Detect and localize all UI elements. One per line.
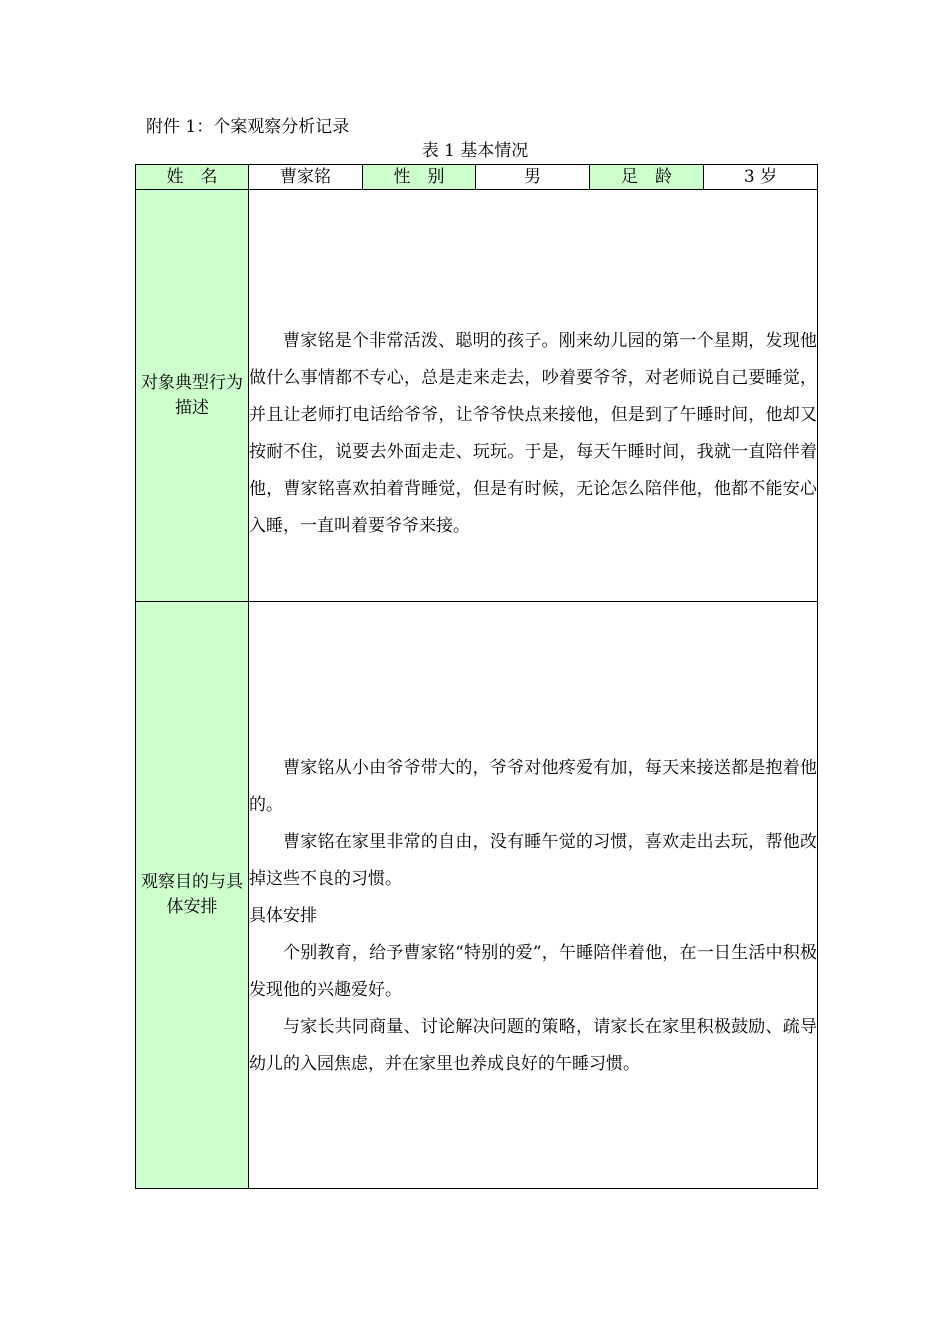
gender-label: 性 别 (363, 165, 476, 190)
behavior-paragraph: 曹家铭是个非常活泼、聪明的孩子。刚来幼儿园的第一个星期，发现他做什么事情都不专心，总是走来走去，吵着要爷爷，对老师说自己要睡觉，并且让老师打电话给爷爷，让爷爷快点来接他，但是到了午睡时间，他却又按耐不住，说要去外面走走、玩玩。于是，每天午睡时间，我就一直陪伴着他，曹家铭喜欢拍着背睡觉，但是有时候，无论怎么陪伴他，他都不能安心入睡，一直叫着要爷爷来接。 (249, 330, 817, 536)
purpose-content (249, 602, 818, 1189)
basic-info-row (136, 165, 818, 190)
behavior-label: 对象典型行为描述 (136, 190, 249, 602)
purpose-label: 观察目的与具体安排 (136, 602, 249, 1189)
purpose-paragraph-3: 个别教育，给予曹家铭“特别的爱”，午睡陪伴着他，在一日生活中积极发现他的兴趣爱好。 (249, 943, 817, 1000)
behavior-row (136, 190, 818, 602)
name-value: 曹家铭 (249, 165, 363, 190)
attachment-title: 附件 1：个案观察分析记录 (146, 117, 350, 137)
age-value: 3 岁 (704, 165, 818, 190)
gender-value: 男 (476, 165, 590, 190)
table-caption: 表 1 基本情况 (421, 141, 529, 161)
age-label: 足 龄 (590, 165, 704, 190)
purpose-row (136, 602, 818, 1189)
case-record-table (135, 164, 817, 1188)
name-label: 姓 名 (136, 165, 249, 190)
purpose-paragraph-1: 曹家铭从小由爷爷带大的，爷爷对他疼爱有加，每天来接送都是抱着他的。 (249, 758, 817, 815)
basic-info-table (135, 164, 818, 1189)
purpose-paragraph-2: 曹家铭在家里非常的自由，没有睡午觉的习惯，喜欢走出去玩，帮他改掉这些不良的习惯。 (249, 832, 817, 889)
behavior-content (249, 190, 818, 602)
purpose-paragraph-4: 与家长共同商量、讨论解决问题的策略，请家长在家里积极鼓励、疏导幼儿的入园焦虑，并在家里也养成良好的午睡习惯。 (249, 1017, 817, 1074)
arrangement-subheading: 具体安排 (249, 906, 317, 926)
